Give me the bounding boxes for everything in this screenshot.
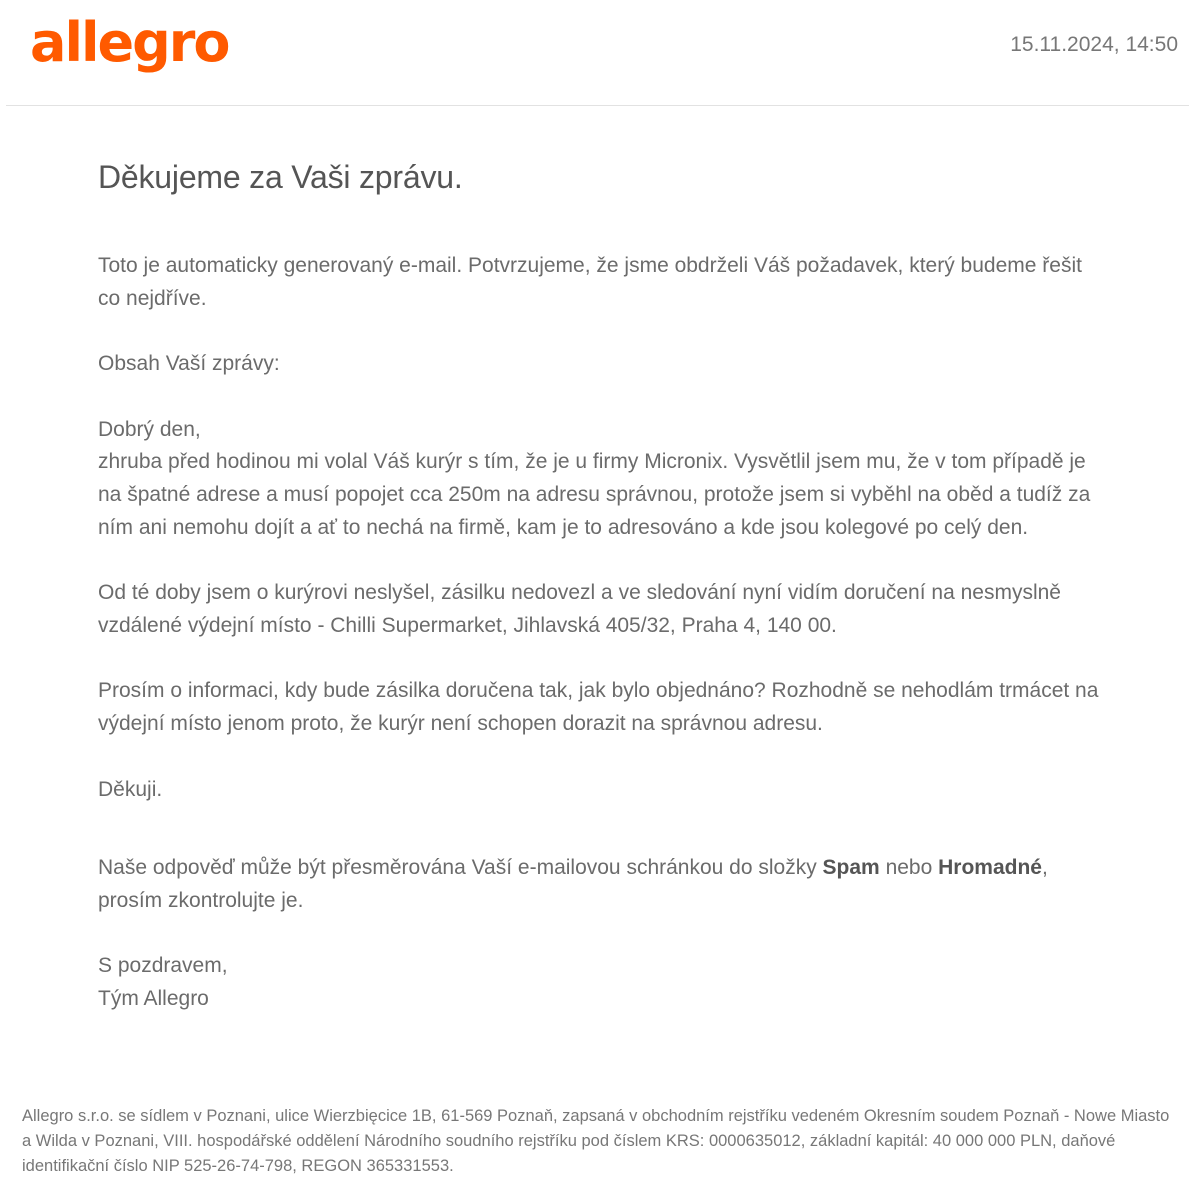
closing-team: Tým Allegro	[98, 986, 209, 1010]
notice-spam-folder: Spam	[822, 856, 880, 880]
intro-paragraph: Toto je automaticky generovaný e-mail. Potvrzujeme, že jsme obdrželi Váš požadavek, který budeme řešit co nejdříve.	[98, 254, 1082, 310]
message-paragraph-1	[98, 414, 1108, 544]
notice-text-middle: nebo	[879, 856, 939, 880]
message-paragraph-2: Od té doby jsem o kurýrovi neslyšel, zásilku nedovezl a ve sledování nyní vidím doručení na nesmyslně vzdálené výdejní místo - Chilli Supermarket, Jihlavská 405/32, Praha 4, 140 00.	[98, 581, 1061, 637]
legal-footer: Allegro s.r.o. se sídlem v Poznani, ulice Wierzbięcice 1B, 61-569 Poznaň, zapsaná v obchodním rejstříku vedeném Okresním soudem Poznaň - Nowe Miasto a Wilda v Poznani, VIII. hospodářské oddělení Národního soudního rejstříku pod číslem KRS: 0000635012, základní kapitál: 40 000 000 PLN, daňové identifikační číslo NIP 525-26-74-798, REGON 365331553.	[22, 1107, 1170, 1175]
notice-bulk-folder: Hromadné	[938, 856, 1042, 880]
message-text-1: zhruba před hodinou mi volal Váš kurýr s tím, že je u firmy Micronix. Vysvětlil jsem mu, že v tom případě je na špatné adrese a musí popojet cca 250m na adresu správnou, protože jsem si vyběhl na oběd a tudíž za ním ani nemohu dojít a ať to nechá na firmě, kam je to adresováno a kde jsou kolegové po celý den.	[98, 450, 1091, 539]
spam-notice	[98, 852, 1108, 917]
email-datetime: 15.11.2024, 14:50	[1010, 33, 1178, 56]
allegro-logo[interactable]: allegro	[30, 11, 229, 74]
email-header	[0, 0, 1200, 106]
notice-text-after: , prosím zkontrolujte je.	[98, 856, 1048, 912]
message-paragraph-3: Prosím o informaci, kdy bude zásilka doručena tak, jak bylo objednáno? Rozhodně se nehodlám trmácet na výdejní místo jenom proto, že kurýr není schopen dorazit na správnou adresu.	[98, 679, 1099, 735]
email-title: Děkujeme za Vaši zprávu.	[98, 159, 463, 195]
notice-text-before: Naše odpověď může být přesměrována Vaší e-mailovou schránkou do složky	[98, 856, 823, 880]
message-greeting: Dobrý den,	[98, 417, 201, 441]
email-body	[98, 150, 1108, 1049]
content-label: Obsah Vaší zprávy:	[98, 352, 280, 376]
closing	[98, 950, 1108, 1015]
message-thanks: Děkuji.	[98, 777, 163, 801]
header-divider	[6, 105, 1189, 106]
closing-regards: S pozdravem,	[98, 954, 228, 978]
